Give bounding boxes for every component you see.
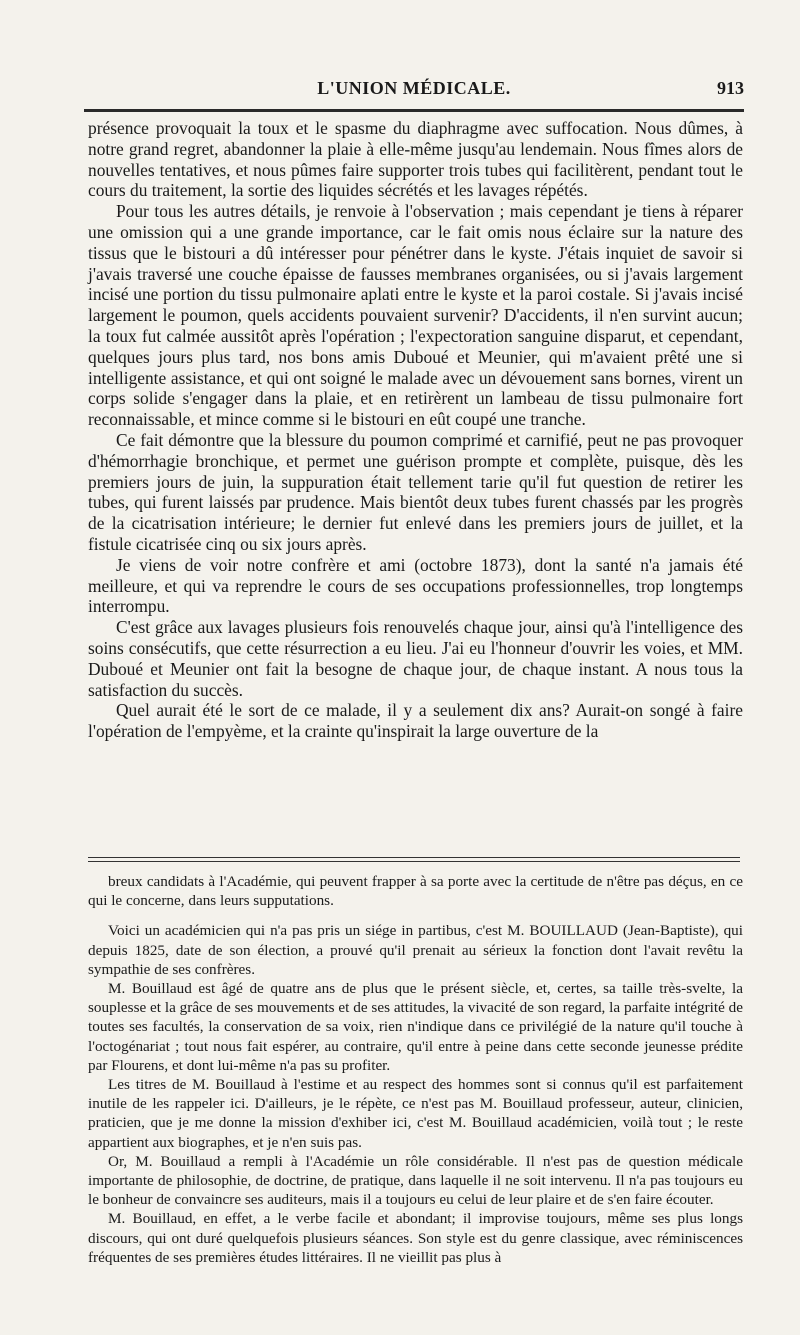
footnote-paragraph: breux candidats à l'Académie, qui peuvent frapper à sa porte avec la certitude de n'être pas déçus, en ce qui le concerne, dans leurs supputations. <box>88 873 743 910</box>
paragraph: présence provoquait la toux et le spasme du diaphragme avec suffocation. Nous dûmes, à notre grand regret, abandonner la plaie à elle-même jusqu'au lendemain. Nous fîmes alors de nouvelles tentatives, et nous pûmes faire supporter trois tubes qui facilitèrent, pendant tout le cours du traitement, la sortie des liquides sécrétés et les lavages répétés. <box>88 118 743 201</box>
page-number: 913 <box>717 78 744 98</box>
running-header <box>84 78 744 104</box>
paragraph: Pour tous les autres détails, je renvoie à l'observation ; mais cependant je tiens à réparer une omission qui a une grande importance, car le fait omis nous éclaire sur la nature des tissus que le bistouri a dû intéresser pour pénétrer dans le kyste. J'étais inquiet de savoir si j'avais traversé une couche épaisse de fausses membranes organisées, ou si j'avais largement incisé une portion du tissu pulmonaire aplati entre le kyste et la paroi costale. Si j'avais incisé largement le poumon, quels accidents pouvaient survenir? D'accidents, il n'en survint aucun; la toux fut calmée aussitôt après l'opération ; l'expectoration sanguine disparut, et cependant, quelques jours plus tard, nos bons amis Duboué et Meunier, qui m'avaient prêté une si intelligente assistance, et qui ont soigné le malade avec un dévouement sans bornes, virent un corps solide s'engager dans la plaie, et en retirèrent un lambeau de tissu pulmonaire fort reconnaissable, et mince comme si le bistouri en eût coupé une tranche. <box>88 201 743 430</box>
footnote-paragraph: Or, M. Bouillaud a rempli à l'Académie un rôle considérable. Il n'est pas de question médicale importante de philosophie, de doctrine, de pratique, dans laquelle il ne soit intervenu. Il n'a pas toujours eu le bonheur de convaincre ses auditeurs, mais il a toujours eu celui de leur plaire et de s'en faire écouter. <box>88 1152 743 1209</box>
footnote-paragraph: M. Bouillaud, en effet, a le verbe facile et abondant; il improvise toujours, même ses plus longs discours, qui ont duré quelquefois plusieurs séances. Son style est du genre classique, avec réminiscences fréquentes de ses premières études littéraires. Il ne vieillit pas plus à <box>88 1210 743 1266</box>
paragraph: C'est grâce aux lavages plusieurs fois renouvelés chaque jour, ainsi qu'à l'intelligence des soins consécutifs, que cette résurrection a eu lieu. J'ai eu l'honneur d'ouvrir les voies, et MM. Duboué et Meunier ont fait la besogne de chaque jour, de chaque instant. A nous tous la satisfaction du succès. <box>88 617 743 700</box>
footnote-rule <box>88 857 740 862</box>
footnote-paragraph: M. Bouillaud est âgé de quatre ans de plus que le présent siècle, et, certes, sa taille très-svelte, la souplesse et la grâce de ses mouvements et de ses attitudes, la vivacité de son regard, la parfaite intégrité de toutes ses facultés, la conservation de sa voix, rien n'indique dans ce privilégié de la nature qu'il touche à l'octogénariat ; tout nous fait espérer, au contraire, qu'il entre à peine dans cette seconde jeunesse prédite par Flourens, et dont lui-même n'a pas su profiter. <box>88 980 743 1074</box>
journal-title: L'UNION MÉDICALE. <box>317 78 511 98</box>
paragraph: Je viens de voir notre confrère et ami (octobre 1873), dont la santé n'a jamais été meilleure, et qui va reprendre le cours de ses occupations professionnelles, trop longtemps interrompu. <box>88 554 743 617</box>
feuilleton-text <box>88 872 743 1267</box>
paragraph: Ce fait démontre que la blessure du poumon comprimé et carnifié, peut ne pas provoquer d'hémorrhagie bronchique, et permet une guérison prompte et complète, puisque, dès les premiers jours de juin, la suppuration était tellement tarie qu'il fut question de retirer les tubes, qui furent laissés par prudence. Mais bientôt deux tubes furent chassés par les progrès de la cicatrisation intérieure; le dernier fut enlevé dans les premiers jours de juillet, et la fistule cicatrisée cinq ou six jours après. <box>88 429 743 554</box>
paragraph: Quel aurait été le sort de ce malade, il y a seulement dix ans? Aurait-on songé à faire l'opération de l'empyème, et la crainte qu'inspirait la large ouverture de la <box>88 700 743 742</box>
header-rule <box>84 109 744 112</box>
footnote-paragraph: Voici un académicien qui n'a pas pris un siége in partibus, c'est M. BOUILLAUD (Jean-Baptiste), qui depuis 1825, date de son élection, a prouvé qu'il prenait au sérieux la fonction dont l'avait revêtu la sympathie de ses confrères. <box>88 922 743 978</box>
main-text <box>88 118 743 742</box>
footnote-paragraph: Les titres de M. Bouillaud à l'estime et au respect des hommes sont si connus qu'il est parfaitement inutile de les rappeler ici. D'ailleurs, je le répète, ce n'est pas M. Bouillaud professeur, auteur, clinicien, praticien, que je me donne la mission d'exhiber ici, c'est M. Bouillaud académicien, voilà tout ; le reste appartient aux biographes, et je n'en suis pas. <box>88 1076 743 1151</box>
